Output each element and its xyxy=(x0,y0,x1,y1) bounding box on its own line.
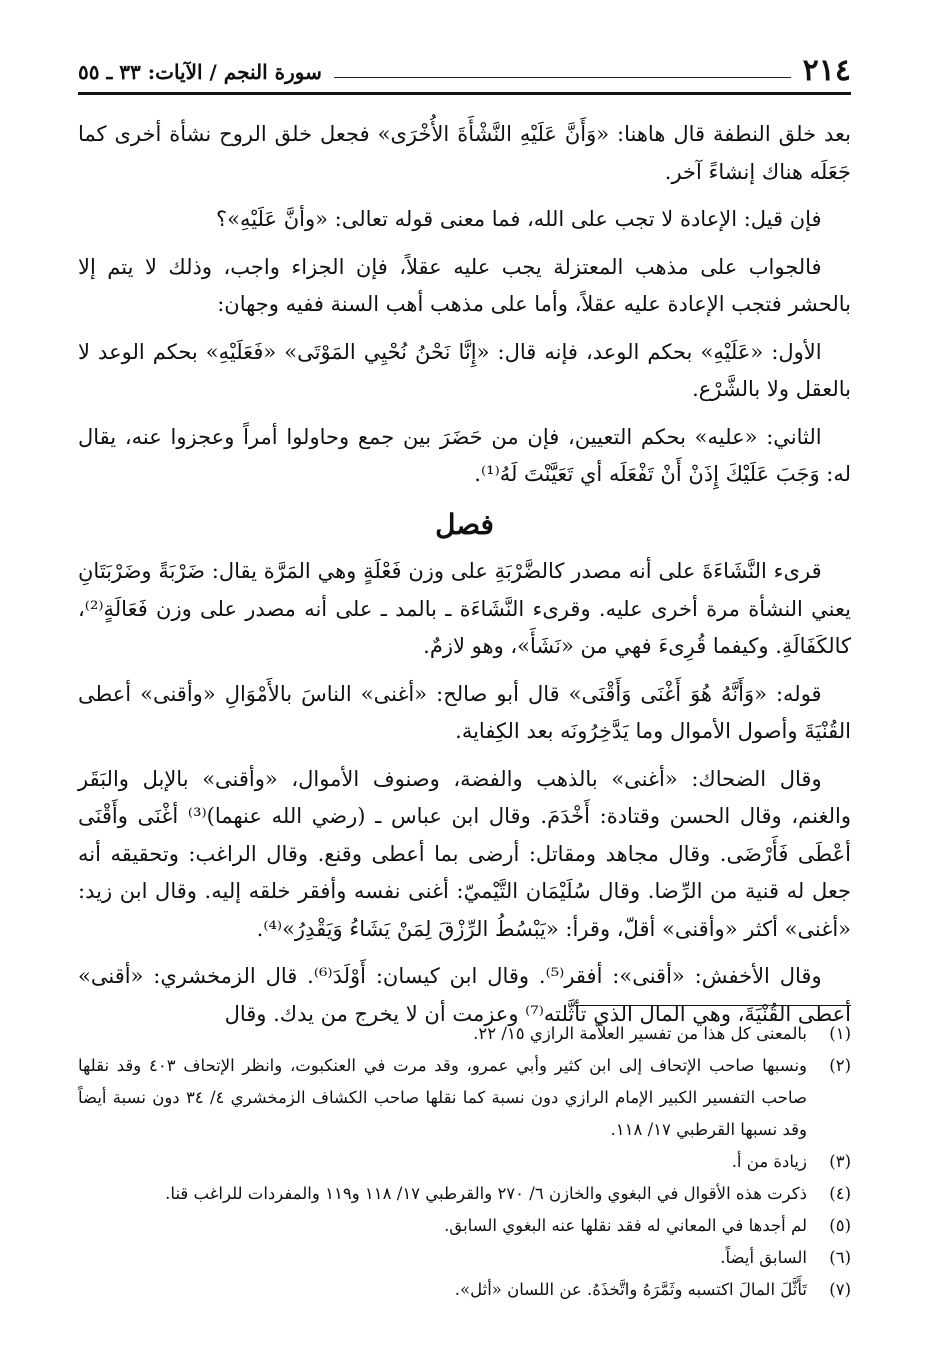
footnote-text: تَأَثَّلَ المالَ اكتسبه وثَمَّرَهُ واتَّخذَهُ. عن اللسان «أثل». xyxy=(454,1280,807,1299)
footnote-text: لم أجدها في المعاني له فقد نقلها عنه البغوي السابق. xyxy=(444,1216,807,1235)
page-number: ٢١٤ xyxy=(802,53,851,88)
footnote-text: بالمعنى كل هذا من تفسير العلاّمة الرازي ١٥/ ٢٢. xyxy=(473,1024,807,1043)
paragraph-5: الثاني: «عليه» بحكم التعيين، فإن من حَضَرَ بين جمع وحاولوا أمراً وعجزوا عنه، يقال له: وَجَبَ عَلَيْكَ إِذَنْ أَنْ تَفْعَلَه أي تَعَيَّنْتَ لَهُ⁽¹⁾. xyxy=(78,424,851,486)
footnote xyxy=(78,1178,851,1210)
paragraph-9: وقال الأخفش: «أقنى»: أفقر⁽⁵⁾. وقال ابن كيسان: أَوْلَدَ⁽⁶⁾. قال الزمخشري: «أقنى» أعطى القُنْيَةَ، وهي المال الذي تأثَّلته⁽⁷⁾ وعزمت أن لا يخرج من يدك. وقال xyxy=(78,964,851,1026)
footnote-text: السابق أيضاً. xyxy=(720,1248,807,1267)
footnote xyxy=(78,1210,851,1242)
paragraph-7: قوله: «وَأَنَّهُ هُوَ أَغْنَى وَأَقْنَى» قال أبو صالح: «أغنى» الناسَ بالأَمْوَالِ «وأقنى» أعطى القُنْيَةَ وأصول الأموال وما يَدَّخِرُونَه بعد الكِفاية. xyxy=(78,681,851,744)
footnote-number: (٣) xyxy=(829,1152,851,1171)
footnote-text: ذكرت هذه الأقوال في البغوي والخازن ٦/ ٢٧٠ والقرطبي ١٧/ ١١٨ و١١٩ والمفردات للراغب قنا. xyxy=(165,1184,807,1203)
paragraph-4: الأول: «عَلَيْهِ» بحكم الوعد، فإنه قال: «إِنَّا نَحْنُ نُحْيِي المَوْتَى» «فَعَلَيْهِ» بحكم الوعد لا بالعقل ولا بالشَّرْع. xyxy=(78,339,851,401)
section-heading: فصل xyxy=(435,507,494,541)
footnote-number: (١) xyxy=(829,1024,851,1043)
footnote xyxy=(78,1050,851,1146)
paragraph-2: فإن قيل: الإعادة لا تجب على الله، فما معنى قوله تعالى: «وأنَّ عَلَيْهِ»؟ xyxy=(215,207,822,231)
footnote-separator xyxy=(575,1005,851,1006)
header-rule xyxy=(78,92,851,95)
footnote-number: (٥) xyxy=(829,1216,851,1235)
footnote xyxy=(78,1146,851,1178)
footnote-number: (٢) xyxy=(829,1056,851,1075)
footnote-number: (٧) xyxy=(829,1280,851,1299)
main-text xyxy=(78,116,851,1033)
footnote xyxy=(78,1018,851,1050)
footnote-text: زيادة من أ. xyxy=(731,1152,807,1171)
header-leader-line xyxy=(334,77,791,78)
footnote xyxy=(78,1274,851,1306)
footnote-number: (٦) xyxy=(829,1248,851,1267)
footnotes xyxy=(78,1018,851,1306)
footnote xyxy=(78,1242,851,1274)
paragraph-6: قرىء النَّشَاءَةَ على أنه مصدر كالضَّرْبَةِ على وزن فَعْلَةٍ وهي المَرَّة يقال: ضَرْبَةً وضَرْبَتَانِ يعني النشأة مرة أخرى عليه. وقرىء النَّشَاءَة ـ بالمد ـ على أنه مصدر على وزن فَعَالَةٍ⁽²⁾، كالكَفَالَةِ. وكيفما قُرِىءَ فهي من «نَشَأَ»، وهو لازمٌ. xyxy=(78,559,851,659)
running-header xyxy=(78,40,851,86)
running-title: سورة النجم / الآيات: ٣٣ ـ ٥٥ xyxy=(78,60,322,84)
paragraph-8: وقال الضحاك: «أغنى» بالذهب والفضة، وصنوف الأموال، «وأقنى» بالإبل والبَقَر والغنم، وقال الحسن وقتادة: أَخْدَمَ. وقال ابن عباس ـ (رضي الله عنهما)⁽³⁾ أغْنَى وأَقْنَى أعْطَى فَأَرْضَى. وقال مجاهد ومقاتل: أرضى بما أعطى وقنع. وقال الراغب: وتحقيقه أنه جعل له قنية من الرِّضا. وقال سُلَيْمَان التَّيْميّ: أغنى نفسه وأفقر خلقه إليه. وقال ابن زيد: «أغنى» أكثر «وأقنى» أقلّ، وقرأ: «يَبْسُطُ الرِّزْقَ لِمَنْ يَشَاءُ وَيَقْدِرُ»⁽⁴⁾. xyxy=(78,766,851,941)
paragraph-1: بعد خلق النطفة قال هاهنا: «وَأَنَّ عَلَيْهِ النَّشْأَةَ الأُخْرَى» فجعل خلق الروح نشأة أخرى كما جَعَلَه هناك إنشاءً آخر. xyxy=(78,122,851,184)
paragraph-3: فالجواب على مذهب المعتزلة يجب عليه عقلاً، فإن الجزاء واجب، وذلك لا يتم إلا بالحشر فتجب الإعادة عليه عقلاً، وأما على مذهب أهب السنة ففيه وجهان: xyxy=(78,254,851,316)
footnote-text: ونسبها صاحب الإتحاف إلى ابن كثير وأبي عمرو، وقد مرت في العنكبوت، وانظر الإتحاف ٤٠٣ وقد نقلها صاحب التفسير الكبير الإمام الرازي دون نسبة كما نقلها صاحب الكشاف الزمخشري ٤/ ٣٤ دون نسبة أيضاً وقد نسبها القرطبي ١٧/ ١١٨. xyxy=(78,1056,807,1139)
footnote-number: (٤) xyxy=(829,1184,851,1203)
